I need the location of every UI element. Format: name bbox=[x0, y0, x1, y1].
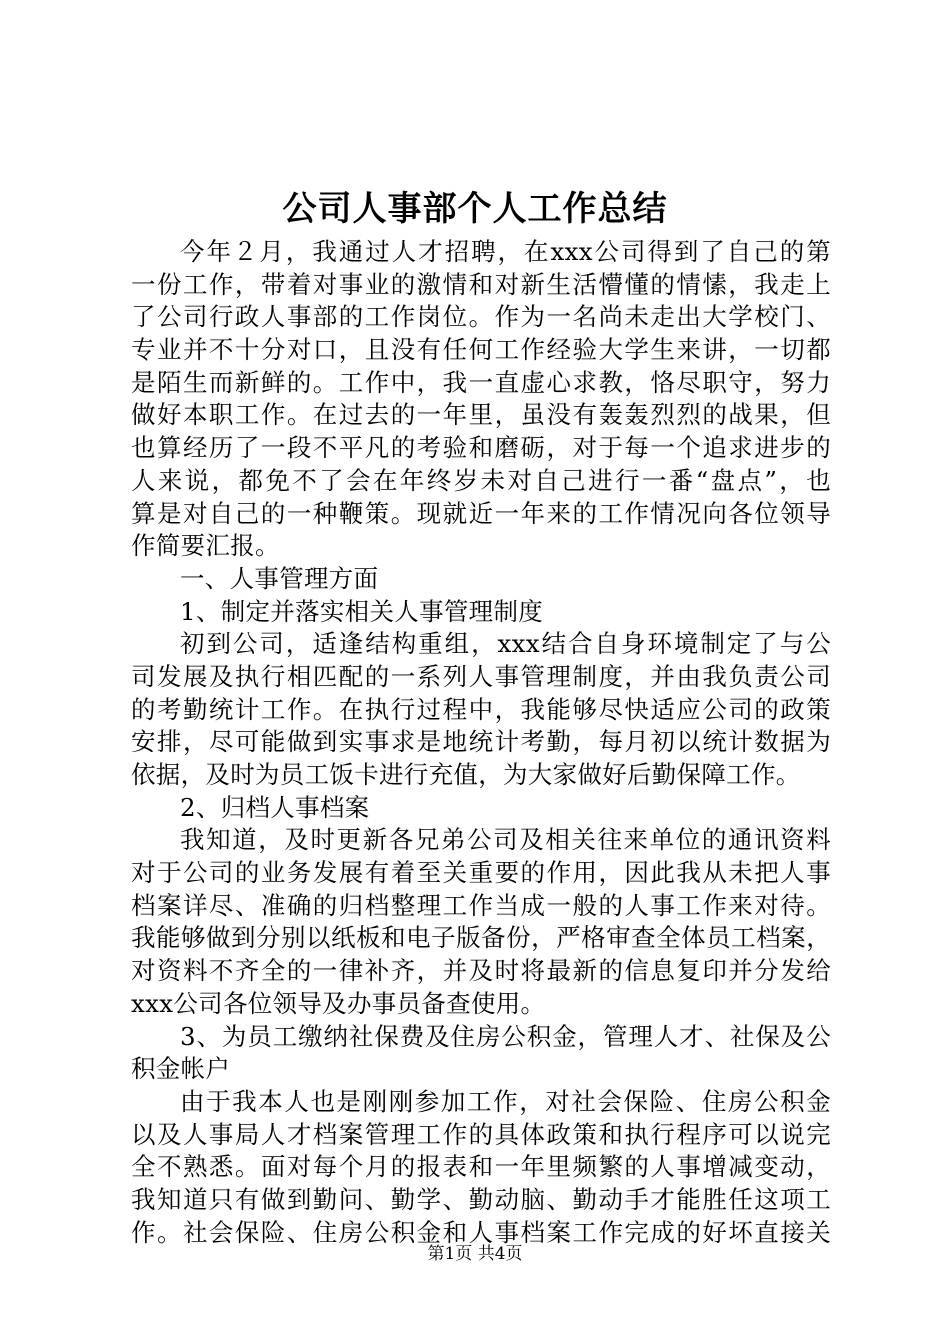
text-line: 以及人事局人才档案管理工作的具体政策和执行程序可以说完 bbox=[131, 1119, 831, 1149]
text-line: 了公司行政人事部的工作岗位。作为一名尚未走出大学校门、 bbox=[131, 302, 831, 332]
text-line: 也算经历了一段不平凡的考验和磨砺，对于每一个追求进步的 bbox=[131, 433, 831, 463]
subsection-heading: 2、归档人事档案 bbox=[180, 792, 370, 822]
text-line: 初到公司，适逢结构重组，xxx结合自身环境制定了与公 bbox=[180, 629, 831, 659]
text-line: 算是对自己的一种鞭策。现就近一年来的工作情况向各位领导 bbox=[131, 498, 831, 528]
document-body bbox=[131, 236, 831, 1249]
text-line: 人来说，都免不了会在年终岁未对自己进行一番“盘点”，也 bbox=[131, 465, 831, 495]
text-line: 全不熟悉。面对每个月的报表和一年里频繁的人事增减变动， bbox=[131, 1152, 831, 1182]
text-line: 依据，及时为员工饭卡进行充值，为大家做好后勤保障工作。 bbox=[131, 760, 801, 789]
subsection-heading: 积金帐户 bbox=[131, 1054, 231, 1084]
text-line: 司发展及执行相匹配的一系列人事管理制度，并由我负责公司 bbox=[131, 661, 831, 691]
text-line: 安排，尽可能做到实事求是地统计考勤，每月初以统计数据为 bbox=[131, 727, 831, 757]
text-line: xxx公司各位领导及办事员备查使用。 bbox=[131, 988, 546, 1018]
text-line: 档案详尽、准确的归档整理工作当成一般的人事工作来对待。 bbox=[131, 890, 831, 920]
text-line: 对资料不齐全的一律补齐，并及时将最新的信息复印并分发给 bbox=[131, 956, 831, 986]
text-line: 的考勤统计工作。在执行过程中，我能够尽快适应公司的政策 bbox=[131, 694, 831, 724]
text-line: 做好本职工作。在过去的一年里，虽没有轰轰烈烈的战果，但 bbox=[131, 400, 831, 430]
text-line: 我知道，及时更新各兄弟公司及相关往来单位的通讯资料 bbox=[180, 825, 831, 855]
subsection-heading: 3、为员工缴纳社保费及住房公积金，管理人才、社保及公 bbox=[180, 1021, 831, 1051]
text-line: 我知道只有做到勤问、勤学、勤动脑、勤动手才能胜任这项工 bbox=[131, 1184, 831, 1214]
text-line: 由于我本人也是刚刚参加工作，对社会保险、住房公积金 bbox=[180, 1086, 831, 1116]
text-line: 一份工作，带着对事业的激情和对新生活懵懂的情愫，我走上 bbox=[131, 269, 831, 299]
text-line: 是陌生而新鲜的。工作中，我一直虚心求教，恪尽职守，努力 bbox=[131, 367, 831, 397]
section-heading: 一、人事管理方面 bbox=[180, 563, 379, 593]
text-line: 对于公司的业务发展有着至关重要的作用，因此我从未把人事 bbox=[131, 858, 831, 888]
text-line: 我能够做到分别以纸板和电子版备份，严格审查全体员工档案， bbox=[131, 923, 831, 953]
text-line: 作简要汇报。 bbox=[131, 531, 280, 561]
text-line: 今年２月，我通过人才招聘，在xxx公司得到了自己的第 bbox=[180, 237, 831, 266]
text-line: 作。社会保险、住房公积金和人事档案工作完成的好坏直接关 bbox=[131, 1217, 831, 1247]
page-footer: 第1页 共4页 bbox=[427, 1244, 523, 1264]
subsection-heading: 1、制定并落实相关人事管理制度 bbox=[180, 596, 544, 626]
document-title: 公司人事部个人工作总结 bbox=[282, 189, 668, 229]
text-line: 专业并不十分对口，且没有任何工作经验大学生来讲，一切都 bbox=[131, 335, 831, 365]
